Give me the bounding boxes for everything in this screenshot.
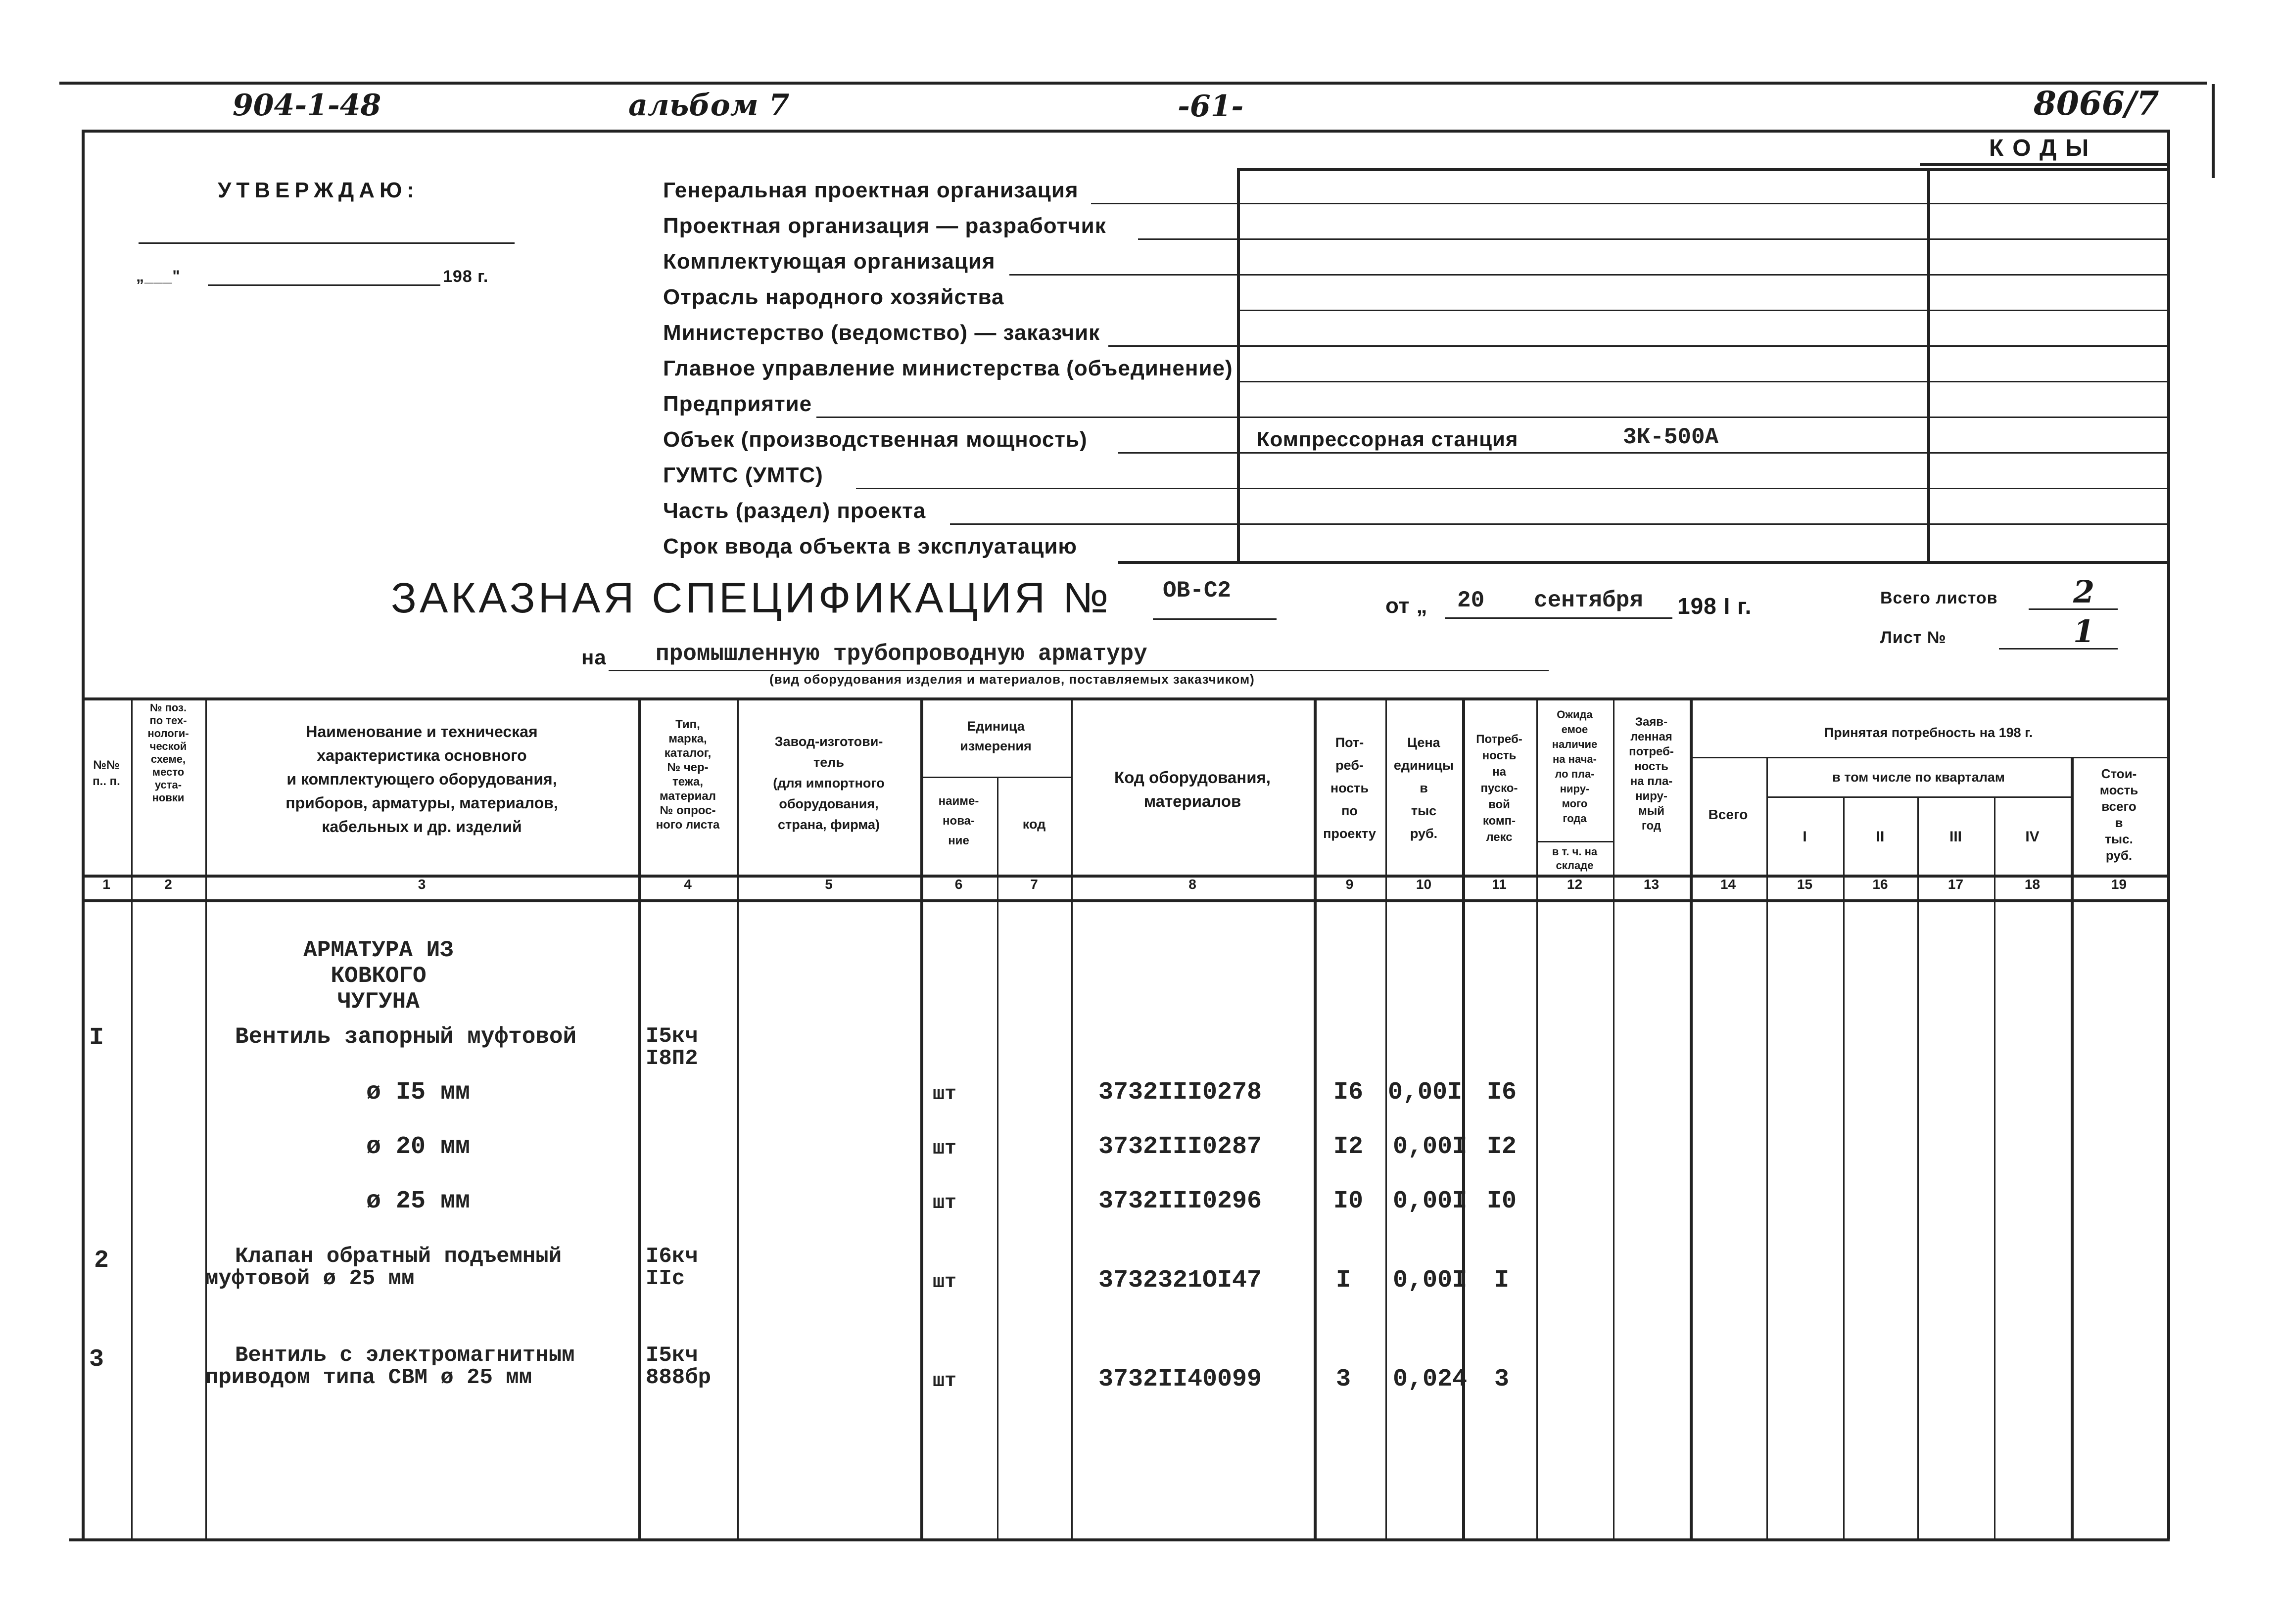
org-row-line [816, 417, 2167, 418]
col-number: 18 [2024, 877, 2041, 892]
col-number: 15 [1797, 877, 1813, 892]
item-qty: 3 [1336, 1365, 1351, 1393]
org-row-line [1091, 203, 2167, 204]
spec-month: сентября [1534, 588, 1643, 613]
item-type: I5кч [646, 1024, 698, 1049]
col-number: 11 [1492, 877, 1507, 892]
col-line [2071, 757, 2074, 1538]
item-type: I8П2 [646, 1046, 698, 1071]
item-price: 0,00I [1388, 1078, 1463, 1107]
col-header-11: Потреб- ность на пуско- вой комп- лекс [1476, 733, 1522, 844]
col-number: 3 [418, 877, 426, 892]
col-header-q1: I [1803, 829, 1807, 845]
col-number: 7 [1030, 877, 1038, 892]
item-type: 888бр [646, 1365, 712, 1390]
item-name: Вентиль запорный муфтовой [235, 1024, 577, 1050]
org-label: Проектная организация — разработчик [663, 214, 1106, 238]
col-header-3: Наименование и техническая характеристика основного и комплектующего оборудования, приборов, арматуры, материалов, кабельных и др. изделий [285, 723, 558, 835]
org-label: Комплектующая организация [663, 249, 996, 274]
org-grid-mid [1927, 168, 1930, 564]
date-line [208, 284, 440, 286]
item-type: I5кч [646, 1343, 698, 1368]
org-label: Главное управление министерства (объединение) [663, 356, 1233, 380]
quarters-subheader-line [1766, 796, 2071, 798]
item-price: 0,024 [1393, 1365, 1468, 1393]
item-qty: I6 [1333, 1078, 1364, 1107]
frame-top [82, 130, 2170, 133]
col-header-10: Цена единицы в тыс руб. [1393, 735, 1454, 841]
item-need: I2 [1487, 1133, 1517, 1161]
col-number: 9 [1345, 877, 1354, 892]
spec-subject-line [609, 670, 1549, 671]
org-label: Срок ввода объекта в эксплуатацию [663, 534, 1077, 558]
spec-number-line [1153, 618, 1277, 620]
item-code: 3732III0287 [1098, 1133, 1262, 1161]
item-price: 0,00I [1393, 1187, 1468, 1215]
item-need: I0 [1487, 1187, 1517, 1215]
item-unit: шт [933, 1271, 957, 1294]
doc-number: 904-1-48 [233, 88, 381, 123]
c12-subheader-line [1536, 841, 1613, 842]
total-sheets-value: 2 [2073, 574, 2095, 610]
org-row-line [1108, 345, 2167, 347]
item-qty: I0 [1333, 1187, 1364, 1215]
col-number: 14 [1720, 877, 1736, 892]
col-header-14: Всего [1708, 807, 1748, 822]
col-number: 5 [825, 877, 833, 892]
col-header-9: Пот- реб- ность по проекту [1323, 735, 1376, 841]
org-label: Предприятие [663, 392, 812, 416]
org-label: Отрасль народного хозяйства [663, 285, 1004, 309]
col-header-4: Тип, марка, каталог, № чер- тежа, материал № опрос- ного листа [656, 718, 720, 832]
col-header-q2: II [1876, 829, 1885, 845]
frame-left [82, 130, 85, 1539]
col-number: 1 [102, 877, 110, 892]
org-row-line [1138, 238, 2167, 240]
item-need: I [1494, 1266, 1510, 1295]
col-header-12b: в т. ч. на складе [1552, 845, 1598, 872]
col-number: 10 [1416, 877, 1432, 892]
spec-year: 198 I г. [1677, 593, 1752, 619]
item-type: I6кч [646, 1244, 698, 1269]
org-label: Объек (производственная мощность) [663, 427, 1088, 452]
item-name: Клапан обратный подъемный [235, 1244, 562, 1269]
sheet-code: 8066/7 [2034, 84, 2159, 123]
col-header-19: Стои- мость всего в тыс. руб. [2099, 766, 2138, 863]
item-name: муфтовой ø 25 мм [205, 1266, 415, 1291]
col-number: 13 [1643, 877, 1660, 892]
col-header-accepted: Принятая потребность на 198 г. [1824, 725, 2033, 740]
org-row-line [1237, 310, 2167, 311]
item-unit: шт [933, 1370, 957, 1392]
object-model: 3К-500А [1623, 424, 1719, 450]
sheet-no-value: 1 [2073, 613, 2095, 650]
col-number: 19 [2111, 877, 2127, 892]
date-from-label: от „ [1385, 594, 1428, 618]
org-row-line [1009, 274, 2167, 276]
org-label: ГУМТС (УМТС) [663, 463, 823, 487]
col-header-13: Заяв- ленная потреб- ность на пла- ниру- мый год [1629, 715, 1674, 833]
codes-header: КОДЫ [1989, 135, 2098, 161]
org-row-line [856, 488, 2167, 489]
table-top [82, 697, 2167, 700]
col-line [1071, 697, 1073, 1538]
item-unit: шт [933, 1138, 957, 1160]
item-price: 0,00I [1393, 1266, 1468, 1295]
item-code: 3732II40099 [1098, 1365, 1262, 1393]
date-quote: „___" [136, 267, 181, 285]
col-header-q3: III [1949, 829, 1962, 845]
col-number: 4 [684, 877, 692, 892]
col-header-5: Завод-изготови- тель (для импортного оборудования, страна, фирма) [773, 734, 885, 832]
item-code: 3732III0296 [1098, 1187, 1262, 1215]
section-title: АРМАТУРА ИЗ КОВКОГО ЧУГУНА [303, 937, 454, 1015]
item-need: I6 [1487, 1078, 1517, 1107]
sheet-no-label: Лист № [1880, 628, 1947, 647]
item-unit: шт [933, 1083, 957, 1106]
row-number: 2 [94, 1247, 109, 1275]
top-rule [59, 82, 2207, 85]
approver-line [139, 242, 515, 244]
org-label: Часть (раздел) проекта [663, 499, 926, 523]
spec-date-line [1445, 617, 1672, 619]
sheet-no-line [1999, 648, 2118, 650]
accepted-subheader-line [1690, 757, 2167, 758]
spec-title: ЗАКАЗНАЯ СПЕЦИФИКАЦИЯ № [391, 574, 1112, 622]
col-header-7: код [1022, 817, 1046, 832]
col-header-1: №№ п.. п. [93, 758, 120, 788]
org-label: Министерство (ведомство) — заказчик [663, 321, 1100, 345]
right-edge-mark [2212, 84, 2215, 178]
object-value: Компрессорная станция [1257, 427, 1519, 451]
col-line [1917, 796, 1919, 1538]
item-type: IIс [646, 1266, 685, 1291]
col-header-quarters: в том числе по кварталам [1832, 770, 2005, 785]
on-label: на [581, 646, 607, 669]
org-row-line [1237, 381, 2167, 382]
org-row-line [1118, 561, 2167, 564]
col-header-2: № поз. по тех- нологи- ческой схеме, место уста- новки [147, 701, 189, 804]
org-label: Генеральная проектная организация [663, 178, 1079, 202]
unit-subheader-line [920, 777, 1071, 778]
col-header-q4: IV [2025, 829, 2040, 845]
item-size: ø I5 мм [366, 1078, 471, 1107]
col-line [1994, 796, 1995, 1538]
col-number: 12 [1567, 877, 1583, 892]
spec-number: ОВ-С2 [1163, 578, 1232, 603]
row-number: I [89, 1024, 104, 1052]
frame-bottom [69, 1538, 2170, 1541]
col-number: 16 [1872, 877, 1888, 892]
col-header-12: Ожида емое наличие на нача- ло пла- ниру- мого года [1552, 708, 1598, 825]
row-number: 3 [89, 1346, 104, 1374]
org-row-line [950, 523, 2167, 525]
col-line [1766, 757, 1768, 1538]
org-grid-left [1237, 168, 1240, 564]
item-qty: I2 [1333, 1133, 1364, 1161]
col-line [131, 697, 133, 1538]
col-number: 17 [1947, 877, 1964, 892]
page-number: -61- [1178, 89, 1244, 124]
col-header-6: наиме- нова- ние [938, 794, 979, 847]
spec-subject-caption: (вид оборудования изделия и материалов, поставляемых заказчиком) [769, 672, 1255, 687]
col-header-8: Код оборудования, материалов [1114, 768, 1271, 810]
item-price: 0,00I [1393, 1133, 1468, 1161]
album-label: альбом 7 [628, 88, 790, 123]
col-line [1690, 697, 1693, 1538]
item-unit: шт [933, 1192, 957, 1214]
item-size: ø 25 мм [366, 1187, 471, 1215]
spec-day: 20 [1457, 588, 1485, 613]
codes-underline [1920, 163, 2167, 166]
item-size: ø 20 мм [366, 1133, 471, 1161]
item-code: 3732III0278 [1098, 1078, 1262, 1107]
item-code: 3732321OI47 [1098, 1266, 1262, 1295]
col-number: 6 [954, 877, 963, 892]
year-suffix: 198 г. [443, 267, 489, 286]
col-number: 8 [1188, 877, 1196, 892]
table-number-row-bottom [82, 899, 2167, 902]
item-need: 3 [1494, 1365, 1510, 1393]
frame-right [2167, 130, 2170, 1539]
col-line [1843, 796, 1845, 1538]
org-row-line [1118, 452, 2167, 454]
col-number: 2 [164, 877, 172, 892]
approve-label: УТВЕРЖДАЮ: [218, 178, 420, 202]
total-sheets-label: Всего листов [1880, 589, 1998, 607]
org-grid-top [1237, 168, 2167, 171]
item-name: Вентиль с электромагнитным [235, 1343, 575, 1368]
item-qty: I [1336, 1266, 1351, 1295]
total-sheets-line [2029, 608, 2118, 610]
spec-subject: промышленную трубопроводную арматуру [656, 641, 1147, 667]
col-header-unit: Единица измерения [960, 719, 1032, 753]
item-name: приводом типа СВМ ø 25 мм [205, 1365, 532, 1390]
